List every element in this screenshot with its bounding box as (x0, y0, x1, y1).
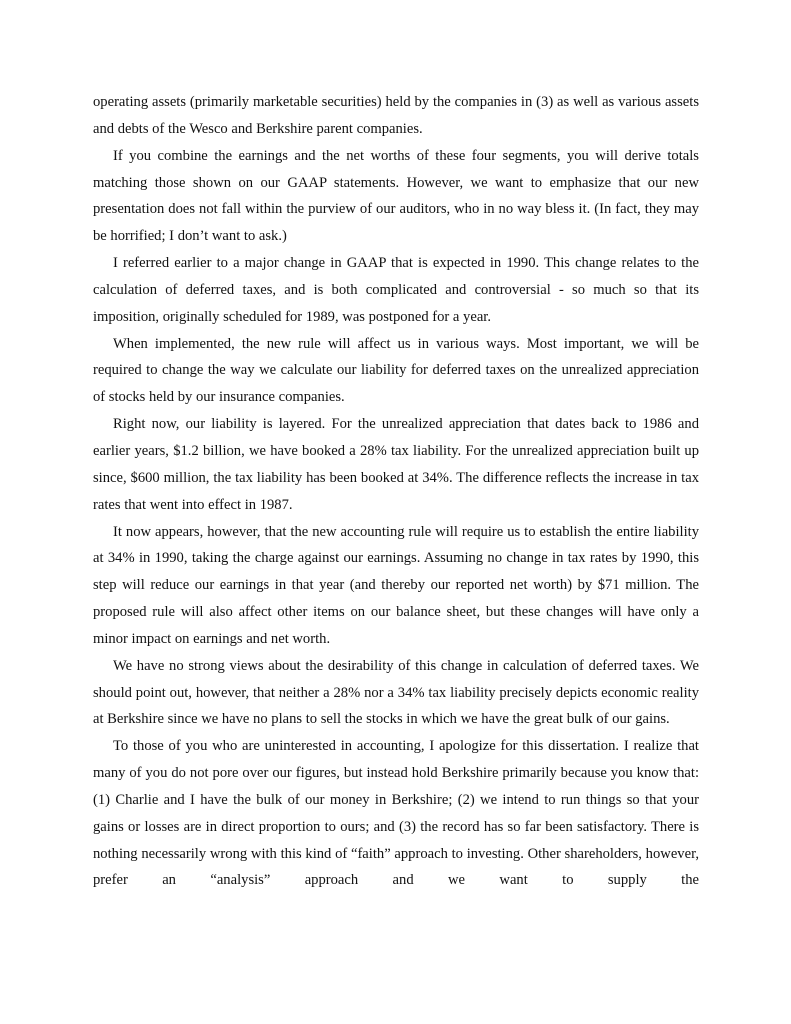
paragraph-apology: To those of you who are uninterested in accounting, I apologize for this dissertation. I realize that many of you do not pore over our figures, but instead hold Berkshire primarily because you know that: (1) Charlie and I have the bulk of our money in Berkshire; (2) we intend to run things so that your gains or losses are in direct proportion to ours; and (3) the record has so far been satisfactory. There is nothing necessarily wrong with this kind of “faith” approach to investing. Other shareholders, however, prefer an “analysis” approach and we want to supply the (93, 738, 699, 889)
document-body (93, 89, 699, 894)
paragraph-deferred-taxes-views: We have no strong views about the desirability of this change in calculation of deferred taxes. We should point out, however, that neither a 28% nor a 34% tax liability precisely depicts economic reality at Berkshire since we have no plans to sell the stocks in which we have the great bulk of our gains. (93, 657, 699, 728)
paragraph-layered-liability: Right now, our liability is layered. For the unrealized appreciation that dates back to 1986 and earlier years, $1.2 billion, we have booked a 28% tax liability. For the unrealized appreciation built up since, $600 million, the tax liability has been booked at 34%. The difference reflects the increase in tax rates that went into effect in 1987. (93, 416, 699, 513)
paragraph-continued: operating assets (primarily marketable securities) held by the companies in (3) as well as various assets and debts of the Wesco and Berkshire parent companies. (93, 94, 699, 137)
paragraph-new-rule: When implemented, the new rule will affect us in various ways. Most important, we will be required to change the way we calculate our liability for deferred taxes on the unrealized appreciation of stocks held by our insurance companies. (93, 335, 699, 406)
paragraph-combined-earnings: If you combine the earnings and the net worths of these four segments, you will derive totals matching those shown on our GAAP statements. However, we want to emphasize that our new presentation does not fall within the purview of our auditors, who in no way bless it. (In fact, they may be horrified; I don’t want to ask.) (93, 147, 699, 245)
paragraph-gaap-change: I referred earlier to a major change in GAAP that is expected in 1990. This change relates to the calculation of deferred taxes, and is both complicated and controversial - so much so that its imposition, originally scheduled for 1989, was postponed for a year. (93, 255, 699, 325)
paragraph-accounting-rule: It now appears, however, that the new accounting rule will require us to establish the entire liability at 34% in 1990, taking the charge against our earnings. Assuming no change in tax rates by 1990, this step will reduce our earnings in that year (and thereby our reported net worth) by $71 million. The proposed rule will also affect other items on our balance sheet, but these changes will have only a minor impact on earnings and net worth. (93, 523, 699, 647)
